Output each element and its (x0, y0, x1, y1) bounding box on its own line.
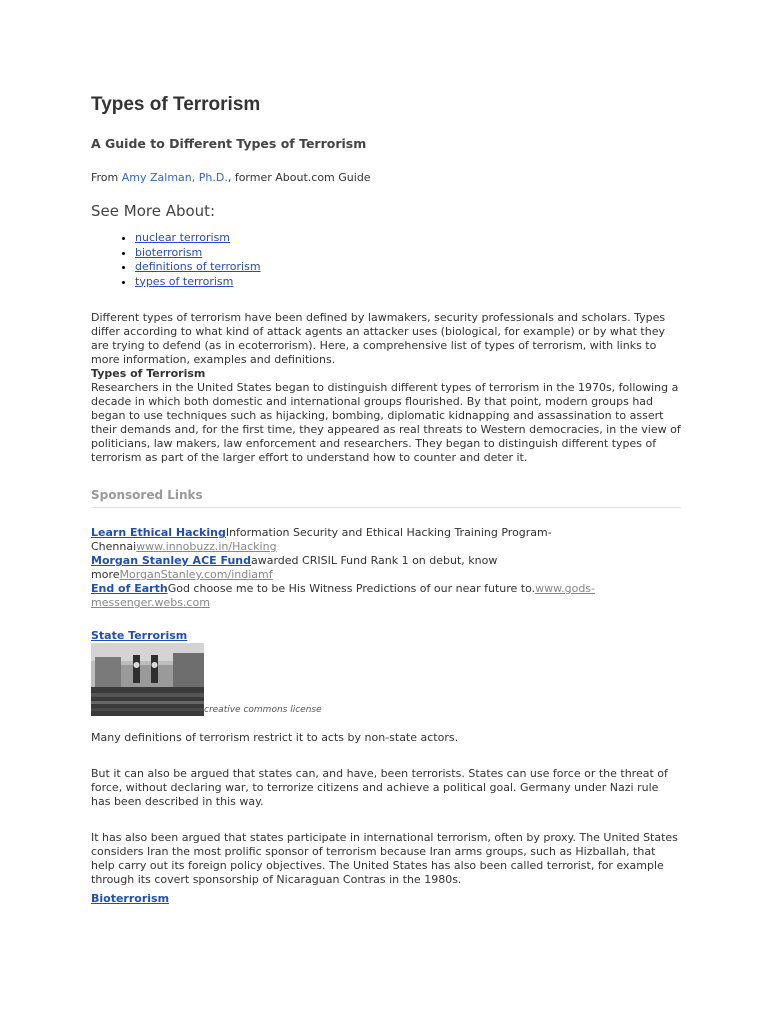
see-more-heading: See More About: (91, 202, 216, 220)
byline (91, 170, 681, 185)
list-item (135, 260, 681, 275)
see-more-link[interactable]: types of terrorism (135, 274, 234, 288)
list-item (135, 275, 681, 290)
state-terrorism-link[interactable]: State Terrorism (91, 629, 188, 642)
paragraph: It has also been argued that states participate in international terrorism, often by proxy. The United States considers Iran the most prolific sponsor of terrorism because Iran arms groups, such as Hizballah, that help carry out its foreign policy objectives. The United States has also been called terrorist, for example through its covert sponsorship of Nicaraguan Contras in the 1980s. (91, 831, 678, 886)
sponsored-link-title[interactable]: End of Earth (91, 582, 168, 595)
sponsored-link-text: God choose me to be His Witness Predictions of our near future to. (167, 582, 536, 595)
page-title: Types of Terrorism (91, 94, 261, 115)
bioterrorism-link[interactable]: Bioterrorism (91, 892, 170, 905)
intro-text (91, 311, 681, 465)
state-terrorism-photo[interactable] (91, 643, 204, 716)
paragraph: Many definitions of terrorism restrict it to acts by non-state actors. (91, 731, 459, 744)
rally-photo-image (91, 643, 204, 716)
photo-row (91, 643, 681, 716)
author-link[interactable]: Amy Zalman, Ph.D. (121, 171, 228, 184)
section-heading: Types of Terrorism (91, 367, 206, 380)
sponsored-link-text: awarded CRISIL Fund Rank 1 on debut, know more (91, 554, 498, 581)
sponsored-link-text: Information Security and Ethical Hacking Training Program-Chennai (91, 526, 552, 553)
intro-paragraph: Researchers in the United States began to distinguish different types of terrorism in the 1970s, following a decade in which both domestic and international groups flourished. By that point, modern groups had began to use techniques such as hijacking, bombing, diplomatic kidnapping and assassination to assert their demands and, for the first time, they appeared as real threats to Western democracies, in the view of politicians, law makers, law enforcement and researchers. They began to distinguish different types of terrorism as part of the larger effort to understand how to counter and deter it. (91, 381, 681, 464)
sponsored-link-url[interactable]: www.innobuzz.in/Hacking (136, 540, 277, 553)
state-terrorism-section (91, 624, 681, 906)
sponsored-link-url[interactable]: www.gods-messenger.webs.com (91, 582, 596, 609)
page-subtitle: A Guide to Different Types of Terrorism (91, 136, 367, 151)
photo-caption: creative commons license (204, 705, 322, 715)
sponsored-link-item (91, 554, 681, 582)
list-item (135, 246, 681, 261)
paragraph: But it can also be argued that states can, and have, been terrorists. States can use force or the threat of force, without declaring war, to terrorize citizens and achieve a political goal. Germany under Nazi rule has been described in this way. (91, 767, 668, 808)
sponsored-link-item (91, 526, 681, 554)
sponsored-links-heading: Sponsored Links (91, 487, 681, 508)
sponsored-link-title[interactable]: Morgan Stanley ACE Fund (91, 554, 251, 567)
intro-paragraph: Different types of terrorism have been defined by lawmakers, security professionals and scholars. Types differ according to what kind of attack agents an attacker uses (biological, for example) or by what they are trying to defend (as in ecoterrorism). Here, a comprehensive list of types of terrorism, with links to more information, examples and definitions. (91, 311, 666, 366)
sponsored-link-url[interactable]: MorganStanley.com/indiamf (119, 568, 273, 581)
sponsored-link-title[interactable]: Learn Ethical Hacking (91, 526, 226, 539)
see-more-link[interactable]: definitions of terrorism (135, 260, 261, 273)
see-more-link[interactable]: bioterrorism (135, 245, 203, 259)
see-more-link[interactable]: nuclear terrorism (135, 231, 231, 244)
byline-suffix: , former About.com Guide (227, 171, 371, 184)
sponsored-links (91, 526, 681, 610)
article (91, 92, 681, 906)
list-item (135, 231, 681, 246)
sponsored-link-item (91, 582, 681, 610)
byline-prefix: From (91, 171, 122, 184)
see-more-list (91, 231, 681, 289)
